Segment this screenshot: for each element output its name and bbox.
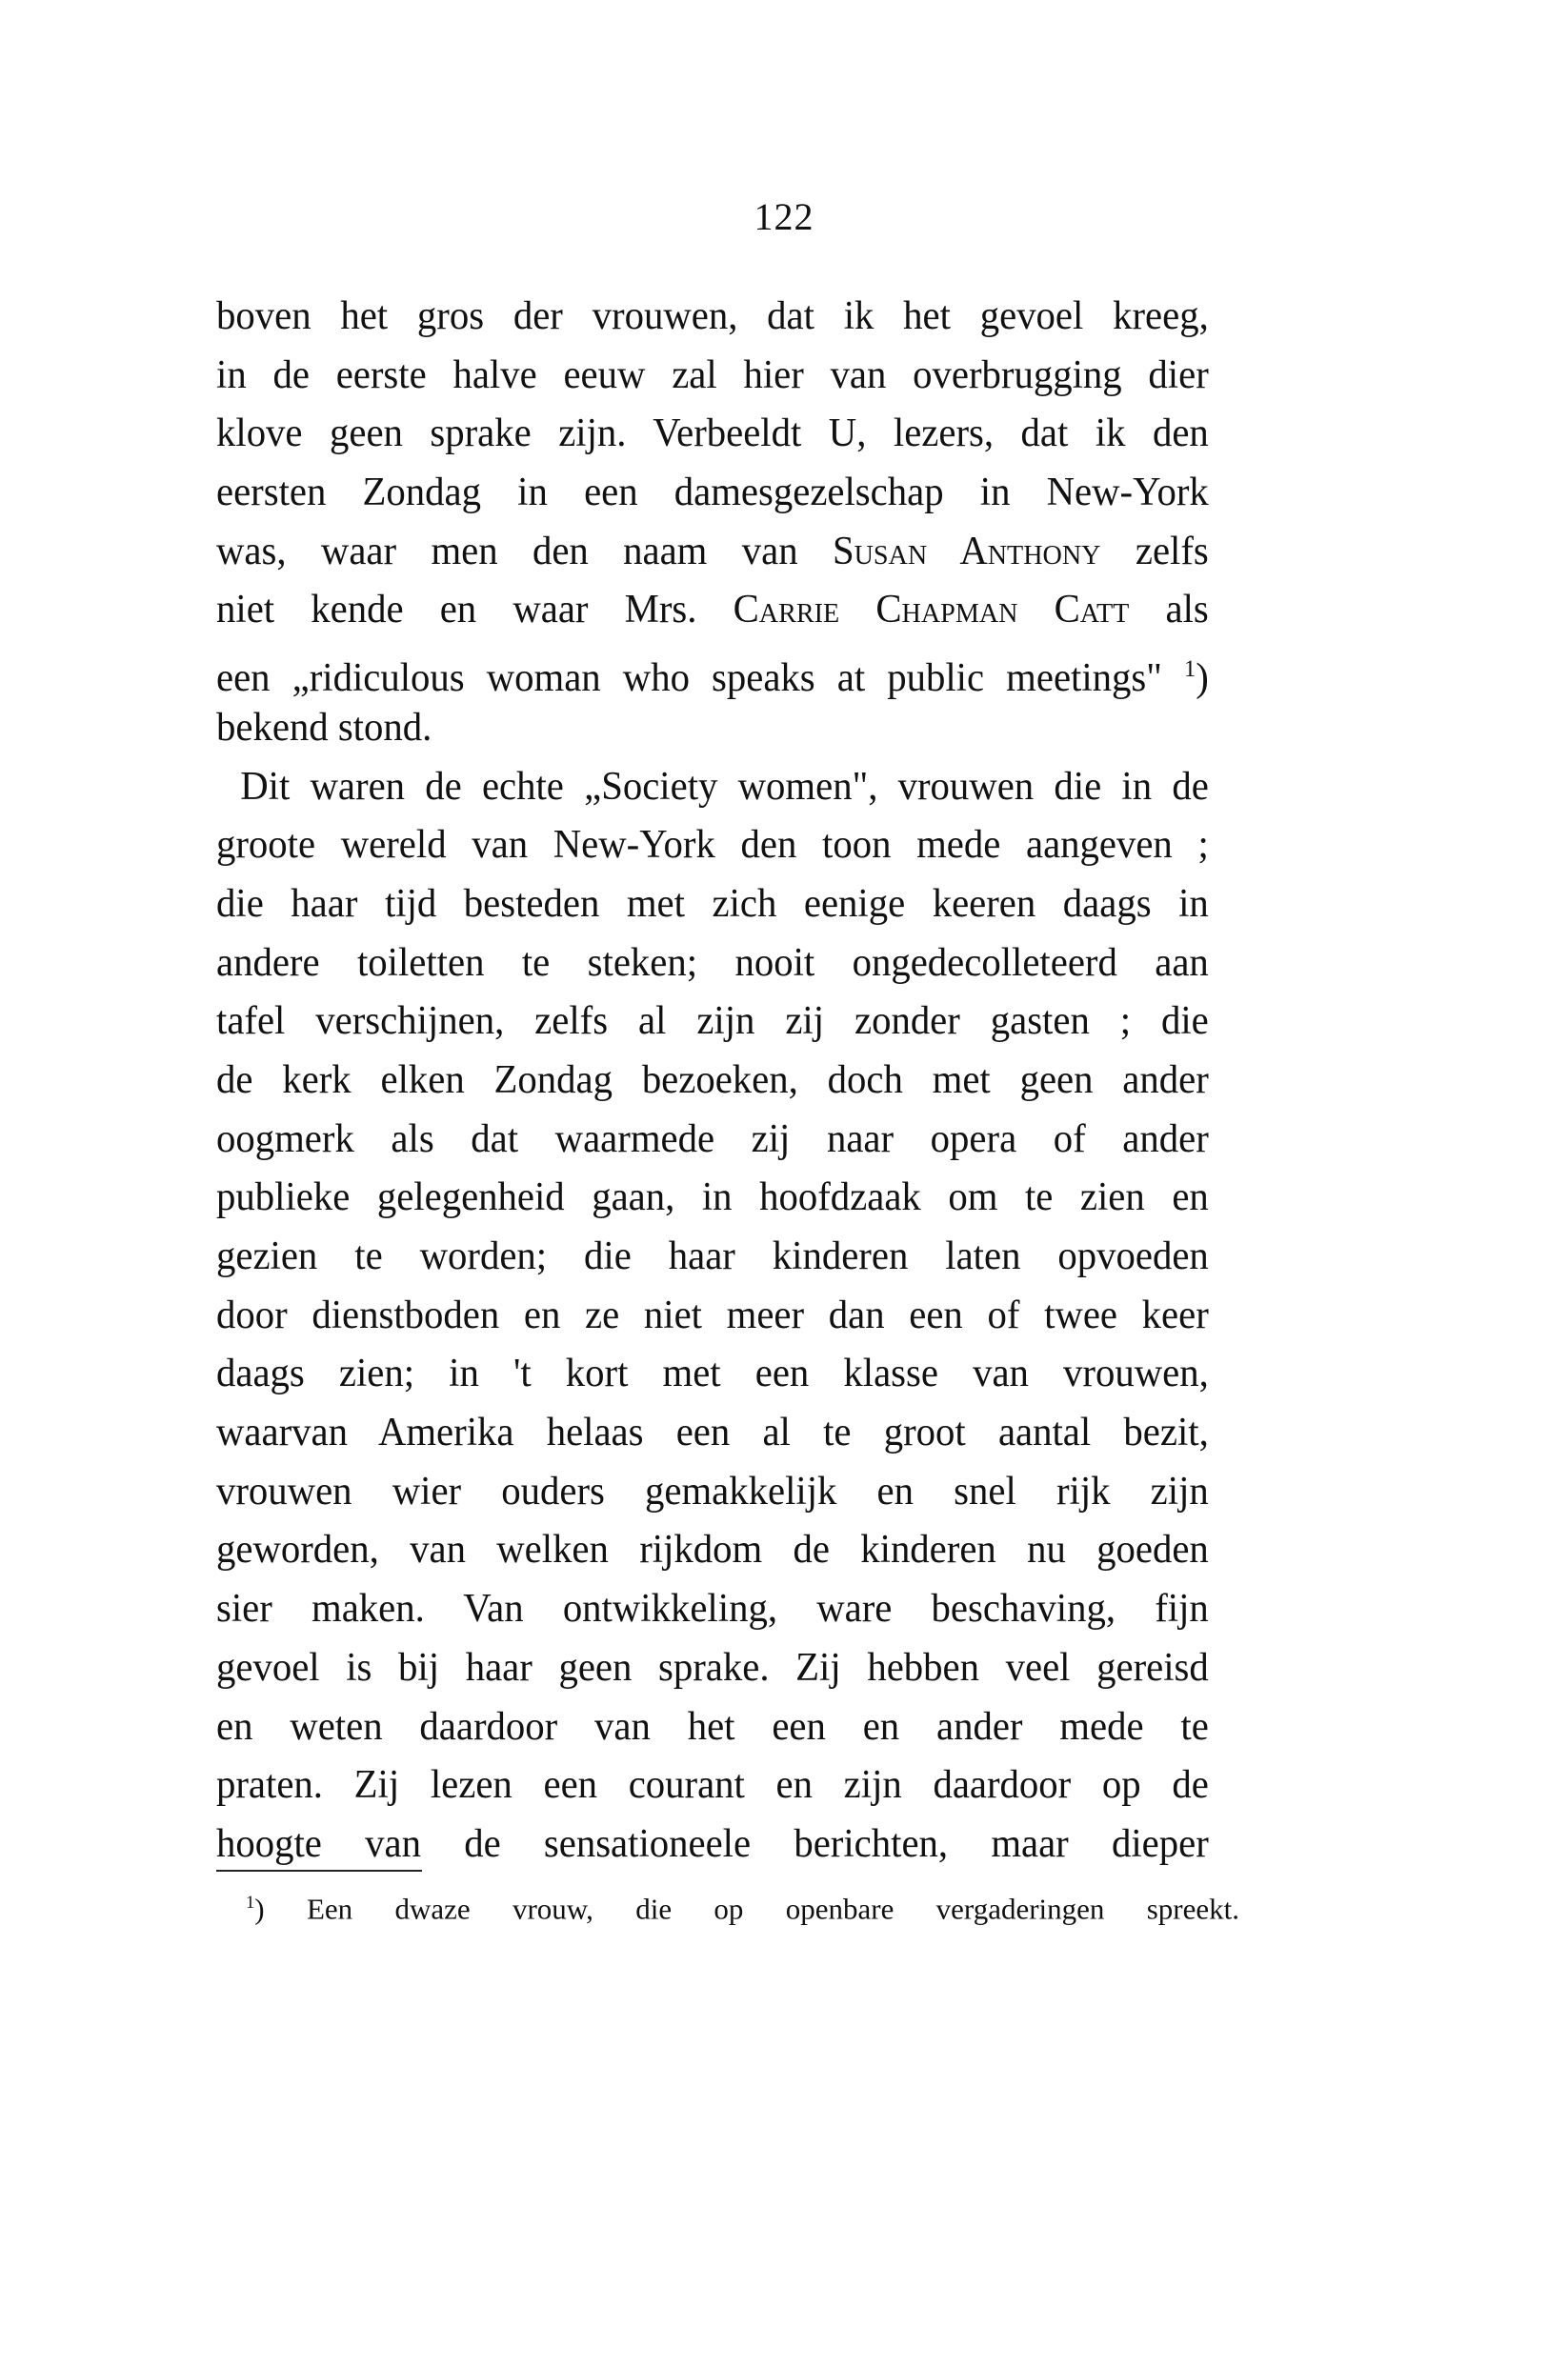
page-number: 122 <box>754 195 814 238</box>
text-line <box>216 581 1209 640</box>
text-line <box>216 875 1209 934</box>
text-segment: als <box>1129 588 1209 632</box>
text-segment: ) <box>1196 656 1209 701</box>
text-segment: Dit waren de echte „Society women", vrouwen die in de <box>240 764 1209 809</box>
footnote-rule <box>216 1870 422 1872</box>
text-line <box>216 1052 1209 1111</box>
text-line <box>216 523 1209 582</box>
text-segment: bekend stond. <box>216 705 432 750</box>
text-segment: de kerk elken Zondag bezoeken, doch met geen ander <box>216 1057 1209 1102</box>
text-line <box>216 405 1209 464</box>
text-segment: tafel verschijnen, zelfs al zijn zij zonder gasten ; die <box>216 999 1209 1044</box>
text-line <box>216 934 1209 993</box>
text-line <box>216 1639 1209 1698</box>
text-line <box>216 1169 1209 1228</box>
text-segment: zelfs <box>1100 529 1209 573</box>
text-line <box>216 816 1209 875</box>
text-line <box>216 1815 1209 1875</box>
footnote-text: ) Een dwaze vrouw, die op openbare vergaderingen spreekt. <box>254 1892 1239 1926</box>
text-segment: andere toiletten te steken; nooit ongedecolleteerd aan <box>216 940 1209 985</box>
text-line <box>216 1111 1209 1170</box>
text-line <box>216 1404 1209 1463</box>
text-line <box>216 1756 1209 1815</box>
person-name: Carrie Chapman Catt <box>733 588 1130 632</box>
paragraph <box>216 758 1239 1875</box>
text-line <box>216 1463 1209 1522</box>
text-segment: publieke gelegenheid gaan, in hoofdzaak om te zien en <box>216 1175 1209 1220</box>
text-line <box>216 1580 1209 1639</box>
text-segment: in de eerste halve eeuw zal hier van overbrugging dier <box>216 352 1209 397</box>
text-segment: door dienstboden en ze niet meer dan een of twee keer <box>216 1293 1209 1337</box>
body-text <box>216 288 1239 1875</box>
text-segment: sier maken. Van ontwikkeling, ware beschaving, fijn <box>216 1587 1209 1632</box>
text-segment: niet kende en waar Mrs. <box>216 588 734 632</box>
footnote-marker: 1 <box>246 1893 255 1913</box>
text-line <box>216 464 1209 523</box>
text-segment: hoogte van de sensationeele berichten, maar dieper <box>216 1821 1209 1866</box>
text-segment: oogmerk als dat waarmede zij naar opera of ander <box>216 1116 1209 1161</box>
text-line <box>216 640 1209 699</box>
text-line <box>216 758 1209 817</box>
footnote-reference: 1 <box>1183 656 1196 683</box>
text-segment: en weten daardoor van het een en ander mede te <box>216 1704 1209 1749</box>
text-line <box>216 1287 1209 1346</box>
text-segment: die haar tijd besteden met zich eenige keeren daags in <box>216 881 1209 926</box>
text-line <box>216 1521 1209 1580</box>
text-segment: klove geen sprake zijn. Verbeeldt U, lezers, dat ik den <box>216 411 1209 456</box>
text-segment: waarvan Amerika helaas een al te groot aantal bezit, <box>216 1411 1209 1455</box>
text-line <box>216 1228 1209 1287</box>
text-line <box>216 288 1209 347</box>
person-name: Susan Anthony <box>832 529 1101 573</box>
text-segment: gezien te worden; die haar kinderen laten opvoeden <box>216 1234 1209 1278</box>
text-segment: groote wereld van New-York den toon mede aangeven ; <box>216 823 1209 868</box>
footnote <box>246 1884 1239 1928</box>
paragraph <box>216 288 1239 758</box>
text-segment: daags zien; in 't kort met een klasse van vrouwen, <box>216 1352 1209 1396</box>
text-segment: gevoel is bij haar geen sprake. Zij hebben veel gereisd <box>216 1645 1209 1690</box>
text-line <box>216 699 1209 758</box>
text-segment: was, waar men den naam van <box>216 529 833 573</box>
text-line <box>216 1698 1209 1757</box>
text-line <box>216 347 1209 406</box>
text-line <box>216 1345 1209 1404</box>
text-segment: vrouwen wier ouders gemakkelijk en snel rijk zijn <box>216 1469 1209 1514</box>
text-segment: geworden, van welken rijkdom de kinderen nu goeden <box>216 1528 1209 1573</box>
text-segment: boven het gros der vrouwen, dat ik het gevoel kreeg, <box>216 294 1209 338</box>
text-line <box>216 993 1209 1052</box>
text-segment: praten. Zij lezen een courant en zijn daardoor op de <box>216 1763 1209 1808</box>
text-segment: eersten Zondag in een damesgezelschap in New-York <box>216 471 1209 515</box>
text-segment: een „ridiculous woman who speaks at public meetings" <box>216 656 1184 701</box>
